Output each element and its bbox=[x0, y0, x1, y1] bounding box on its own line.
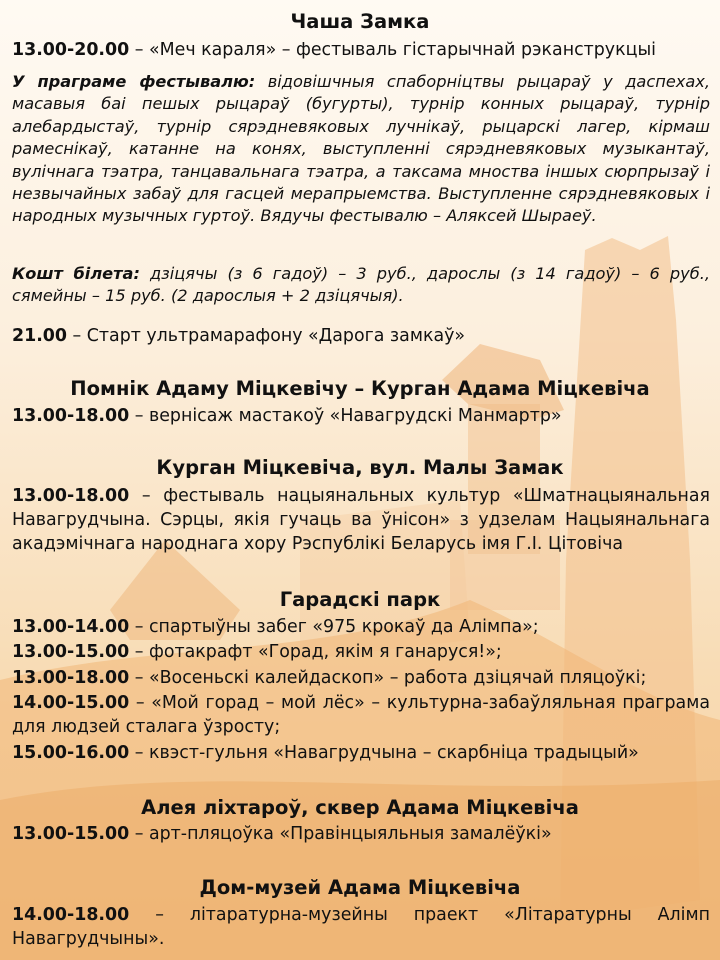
event-time: 21.00 bbox=[12, 326, 68, 346]
event-time: 13.00-15.00 bbox=[12, 642, 130, 662]
schedule-entry bbox=[12, 615, 710, 639]
event-description: – «Восеньскі калейдаскоп» – работа дзіцячай пляцоўкі; bbox=[129, 668, 647, 688]
schedule-entry bbox=[12, 691, 710, 739]
schedule-entry bbox=[12, 903, 710, 951]
section-title-lantern-alley: Алея ліхтароў, сквер Адама Міцкевіча bbox=[141, 796, 579, 819]
program-label: У праграме фестывалю: bbox=[12, 72, 256, 91]
festival-program bbox=[12, 71, 710, 228]
event-description: – арт-пляцоўка «Правінцыяльныя замалёўкі» bbox=[129, 824, 552, 844]
event-time: 13.00-18.00 bbox=[12, 406, 130, 426]
event-time: 13.00-14.00 bbox=[12, 617, 130, 637]
ticket-price bbox=[12, 263, 710, 308]
schedule-entry bbox=[12, 38, 710, 62]
section-title-city-park: Гарадскі парк bbox=[279, 588, 441, 611]
event-description: – спартыўны забег «975 крокаў да Алімпа»; bbox=[129, 617, 539, 637]
schedule-entry bbox=[12, 640, 710, 664]
event-time: 14.00-18.00 bbox=[12, 905, 130, 925]
event-time: 13.00-20.00 bbox=[12, 40, 130, 60]
event-time: 15.00-16.00 bbox=[12, 743, 130, 763]
section-title-mickiewicz-mound: Курган Міцкевіча, вул. Малы Замак bbox=[156, 456, 564, 479]
schedule-entry bbox=[12, 324, 710, 348]
schedule-entry bbox=[12, 484, 710, 556]
event-time: 14.00-15.00 bbox=[12, 693, 130, 713]
section-title-castle-bowl: Чаша Замка bbox=[290, 10, 430, 33]
event-description: – «Мой горад – мой лёс» – культурна-забаўляльная праграма для людзей сталага ўзросту; bbox=[12, 693, 710, 737]
ticket-label: Кошт білета: bbox=[12, 264, 140, 283]
event-time: 13.00-15.00 bbox=[12, 824, 130, 844]
schedule-entry bbox=[12, 822, 710, 846]
event-description: – фотакрафт «Горад, якім я ганаруся!»; bbox=[129, 642, 502, 662]
event-description: – «Меч караля» – фестываль гістарычнай рэканструкцыі bbox=[129, 40, 657, 60]
schedule-entry bbox=[12, 666, 710, 690]
ticket-text: дзіцячы (з 6 гадоў) – 3 руб., дарослы (з 14 гадоў) – 6 руб., сямейны – 15 руб. (2 дарослыя + 2 дзіцячыя). bbox=[12, 264, 710, 306]
section-title-mickiewicz-monument: Помнік Адаму Міцкевічу – Курган Адама Міцкевіча bbox=[70, 377, 650, 400]
event-time: 13.00-18.00 bbox=[12, 486, 130, 506]
event-description: – квэст-гульня «Навагрудчына – скарбніца традыцый» bbox=[129, 743, 639, 763]
event-description: – вернісаж мастакоў «Навагрудскі Манмартр» bbox=[129, 406, 562, 426]
event-description: – Старт ультрамарафону «Дарога замкаў» bbox=[67, 326, 466, 346]
event-description: – літаратурна-музейны праект «Літаратурны Алімп Навагрудчыны». bbox=[12, 905, 710, 949]
event-time: 13.00-18.00 bbox=[12, 668, 130, 688]
schedule-entry bbox=[12, 741, 710, 765]
event-description: – фестываль нацыянальных культур «Шматнацыянальная Навагрудчына. Сэрцы, якія гучаць ва ўнісон» з удзелам Нацыянальнага акадэмічнага народнага хору Рэспублікі Беларусь імя Г.І. Цітовіча bbox=[12, 486, 710, 554]
section-title-house-museum: Дом-музей Адама Міцкевіча bbox=[199, 876, 521, 899]
program-text: відовішчныя спаборніцтвы рыцараў у даспехах, масавыя бai пешых рыцараў (бугурты), турнір конных рыцараў, турнір алебардыстаў, турнір сярэдневяковых лучнікаў, рыцарскі лагер, кірмаш рамеснікаў, катанне на конях, выступленні сярэдневяковых музыкантаў, вулічнага тэатра, танцавальнага тэатра, а таксама мноства іншых сюрпрызаў і незвычайных забаў для гасцей мерапрыемства. Выступленне сярэдневяковых і народных музычных гуртоў. Вядучы фестывалю – Аляксей Шыраеў. bbox=[12, 72, 710, 226]
schedule-entry bbox=[12, 404, 710, 428]
